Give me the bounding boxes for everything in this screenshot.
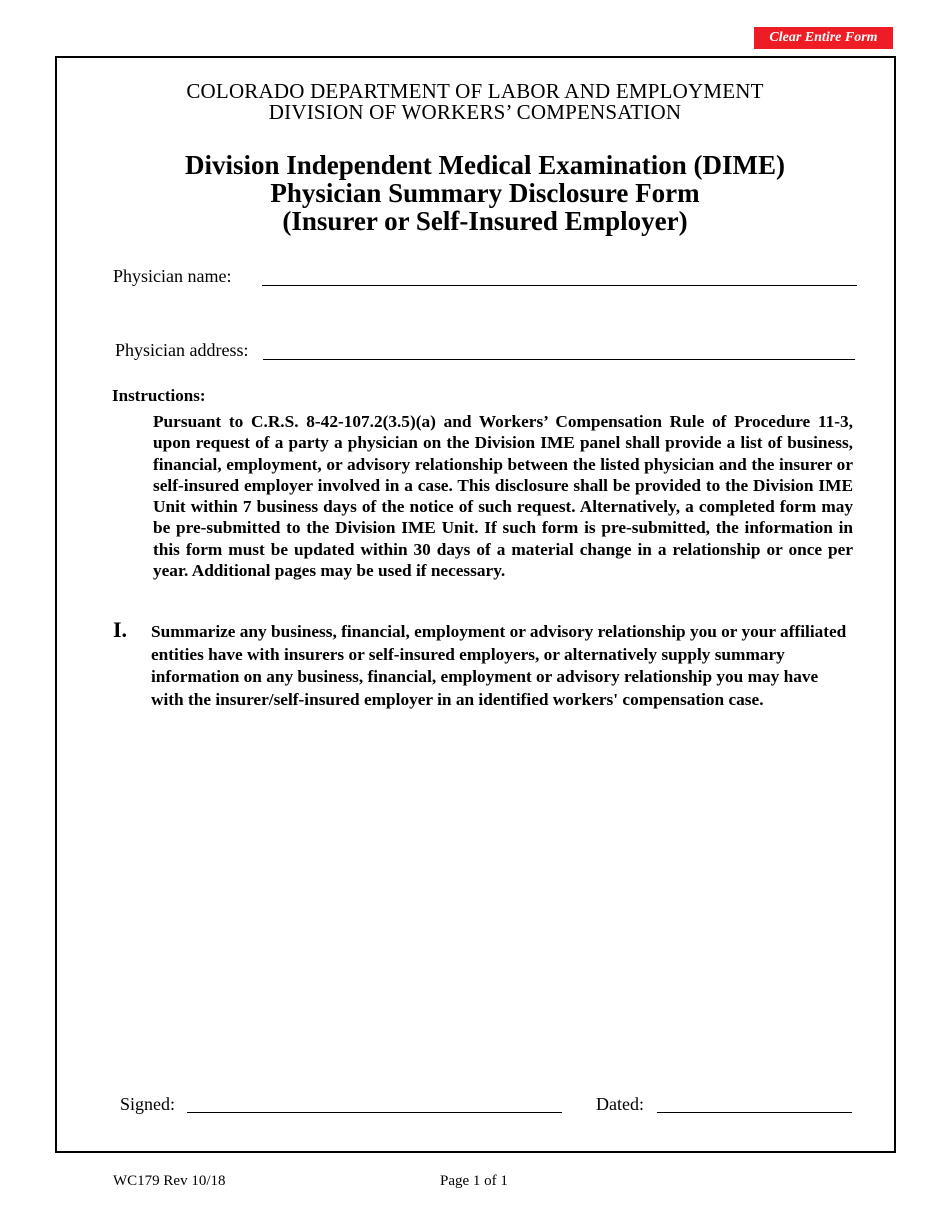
form-title-line-3: (Insurer or Self-Insured Employer): [282, 206, 688, 236]
form-title-line-2: Physician Summary Disclosure Form: [270, 178, 700, 208]
signed-label: Signed:: [120, 1094, 176, 1114]
clear-entire-form-button[interactable]: Clear Entire Form: [754, 27, 893, 49]
form-id: WC179 Rev 10/18: [113, 1173, 226, 1189]
dated-label: Dated:: [596, 1094, 644, 1114]
signature-input[interactable]: [187, 1092, 562, 1113]
date-input[interactable]: [657, 1092, 852, 1113]
instructions-heading: Instructions:: [112, 386, 206, 405]
physician-name-label: Physician name:: [113, 266, 232, 286]
agency-name: COLORADO DEPARTMENT OF LABOR AND EMPLOYMENT: [186, 79, 764, 103]
section-prompt: Summarize any business, financial, employment or advisory relationship you or your affiliated entities have with insurers or self-insured employers, or alternatively supply summary information on any business, financial, employment or advisory relationship you may have with the insurer/self-insured employer in an identified workers' compensation case.: [151, 622, 847, 709]
instructions-text: Pursuant to C.R.S. 8-42-107.2(3.5)(a) and Workers’ Compensation Rule of Procedure 11-3, upon request of a party a physician on the Division IME panel shall provide a list of business, financial, employment, or advisory relationship between the listed physician and the insurer or self-insured employer involved in a case. This disclosure shall be provided to the Division IME Unit within 7 business days of the notice of such request. Alternatively, a completed form may be pre-submitted to the Division IME Unit. If such form is pre-submitted, the information in this form must be updated within 30 days of a material change in a relationship or once per year. Additional pages may be used if necessary.: [153, 412, 853, 581]
section-number: I.: [113, 617, 128, 642]
page-number: Page 1 of 1: [440, 1173, 508, 1189]
division-name: DIVISION OF WORKERS’ COMPENSATION: [268, 100, 682, 124]
physician-name-input[interactable]: [262, 265, 857, 286]
physician-address-label: Physician address:: [115, 340, 249, 360]
form-title-line-1: Division Independent Medical Examination (DIME): [184, 150, 786, 180]
relationship-summary-field[interactable]: [151, 740, 855, 1074]
physician-address-input[interactable]: [263, 339, 855, 360]
